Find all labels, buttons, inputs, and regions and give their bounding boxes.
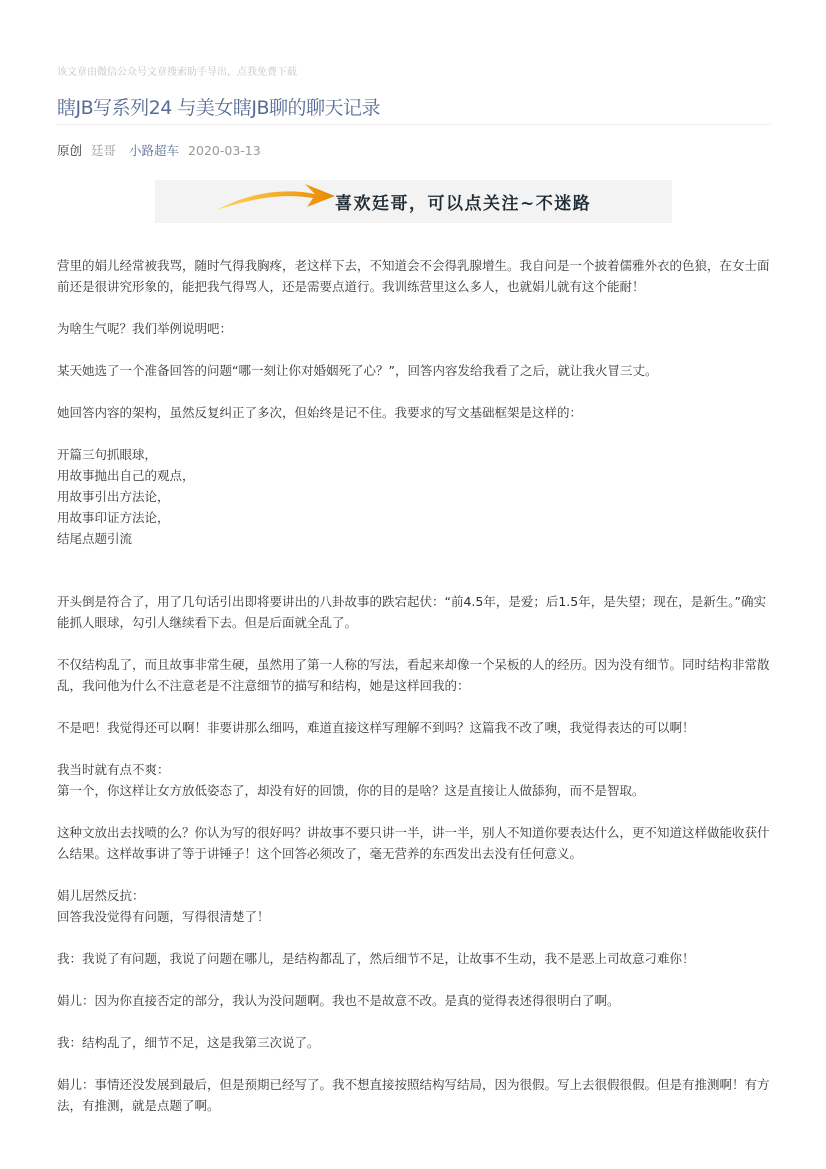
title-divider — [57, 124, 770, 125]
list-item: 用故事引出方法论， — [57, 489, 170, 504]
paragraph: 开头倒是符合了，用了几句话引出即将要讲出的八卦故事的跌宕起伏：“前4.5年，是爱；后1.5年，是失望；现在，是新生。”确实能抓人眼球，勾引人继续看下去。但是后面就全乱了。 — [57, 594, 766, 630]
list-item: 结尾点题引流 — [57, 531, 133, 546]
author-name: 廷哥 — [91, 143, 117, 158]
paragraph: 这种文放出去找喷的么？你认为写的很好吗？讲故事不要只讲一半，讲一半，别人不知道你要表达什么，更不知道这样做能收获什么结果。这样故事讲了等于讲锤子！这个回答必须改了，毫无营养的东西发出去没有任何意义。 — [57, 825, 770, 861]
banner-text: 喜欢廷哥，可以点关注~不迷路 — [335, 194, 592, 214]
paragraph: 我：我说了有问题，我说了问题在哪儿，是结构都乱了，然后细节不足，让故事不生动，我不是恶上司故意刁难你！ — [57, 951, 695, 966]
paragraph: 我：结构乱了，细节不足，这是我第三次说了。 — [57, 1035, 320, 1050]
article-meta — [57, 141, 270, 159]
paragraph: 她回答内容的架构，虽然反复纠正了多次，但始终是记不住。我要求的写文基础框架是这样的： — [57, 405, 583, 420]
export-notice-link[interactable]: 该文章由微信公众号文章搜索助手导出，点我免费下载 — [57, 67, 297, 78]
paragraph: 某天她选了一个准备回答的问题“哪一刻让你对婚姻死了心？”，回答内容发给我看了之后，就让我火冒三丈。 — [57, 363, 658, 378]
list-item: 用故事印证方法论， — [57, 510, 170, 525]
paragraph: 不仅结构乱了，而且故事非常生硬，虽然用了第一人称的写法，看起来却像一个呆板的人的经历。因为没有细节。同时结构非常散乱，我问他为什么不注意老是不注意细节的描写和结构，她是这样回我的： — [57, 657, 770, 693]
paragraph: 为啥生气呢？我们举例说明吧： — [57, 321, 233, 336]
paragraph: 回答我没觉得有问题，写得很清楚了！ — [57, 909, 270, 924]
paragraph: 不是吧！我觉得还可以啊！非要讲那么细吗，难道直接这样写理解不到吗？这篇我不改了噢，我觉得表达的可以啊！ — [57, 720, 695, 735]
paragraph: 娟儿：事情还没发展到最后，但是预期已经写了。我不想直接按照结构写结局，因为很假。写上去很假很假。但是有推测啊！有方法，有推测，就是点题了啊。 — [57, 1077, 770, 1113]
article-body — [57, 255, 770, 1116]
list-item: 开篇三句抓眼球， — [57, 447, 158, 462]
paragraph: 娟儿居然反抗： — [57, 888, 145, 903]
paragraph: 营里的娟儿经常被我骂，随时气得我胸疼，老这样下去，不知道会不会得乳腺增生。我自问是一个披着儒雅外衣的色狼，在女士面前还是很讲究形象的，能把我气得骂人，还是需要点道行。我训练营里这么多人，也就娟儿就有这个能耐！ — [57, 258, 770, 294]
original-tag: 原创 — [57, 143, 83, 158]
paragraph: 娟儿：因为你直接否定的部分，我认为没问题啊。我也不是故意不改。是真的觉得表述得很明白了啊。 — [57, 993, 620, 1008]
publish-date: 2020-03-13 — [188, 143, 261, 158]
paragraph: 第一个，你这样让女方放低姿态了，却没有好的回馈，你的目的是啥？这是直接让人做舔狗，而不是智取。 — [57, 783, 645, 798]
follow-banner-image — [155, 180, 672, 223]
list-item: 用故事抛出自己的观点， — [57, 468, 195, 483]
paragraph: 我当时就有点不爽： — [57, 762, 170, 777]
account-link[interactable]: 小路超车 — [129, 143, 180, 158]
article-title: 瞎JB写系列24 与美女瞎JB聊的聊天记录 — [57, 97, 380, 119]
